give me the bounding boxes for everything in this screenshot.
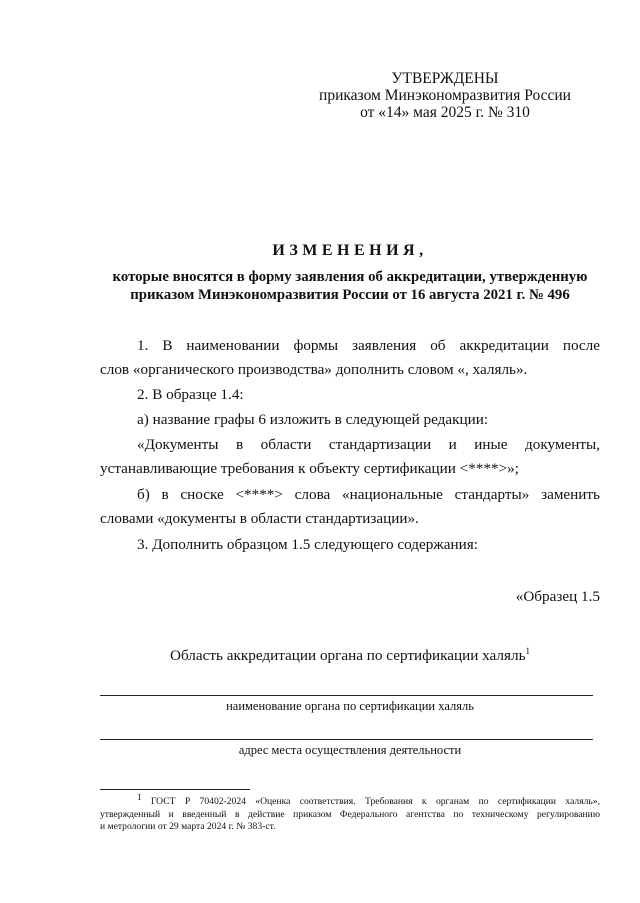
- paragraph-1-line-2: слов «органического производства» дополнить словом «, халяль».: [100, 361, 528, 378]
- paragraph-4: [100, 433, 600, 481]
- paragraph-5-line-2: словами «документы в области стандартизации».: [100, 510, 419, 527]
- footnote-reference: 1: [525, 645, 530, 656]
- approval-title: УТВЕРЖДЕНЫ: [391, 70, 499, 87]
- paragraph-5: [100, 483, 600, 531]
- sample-label: «Образец 1.5: [515, 588, 600, 605]
- paragraph-2: 2. В образце 1.4:: [137, 386, 244, 403]
- footnote-line-1-text: ГОСТ Р 70402-2024 «Оценка соответствия. Требования к органам по сертификации халяль»,: [150, 796, 600, 807]
- field-2-caption: адрес места осуществления деятельности: [238, 743, 462, 757]
- footnote-line-1: [100, 791, 600, 809]
- field-2-line: [100, 739, 593, 740]
- footnote-line-2: утвержденный и введенный в действие приказом Федерального агентства по техническому регулированию: [100, 808, 600, 820]
- form-heading-text: Область аккредитации органа по сертификации халяль: [169, 647, 526, 664]
- paragraph-4-line-1: «Документы в области стандартизации и иные документы,: [137, 436, 600, 453]
- approval-order: приказом Минэкономразвития России: [319, 87, 571, 104]
- footnote-line-3: и метрологии от 29 марта 2024 г. № 383-ст.: [100, 821, 276, 832]
- field-1-caption: наименование органа по сертификации халяль: [226, 699, 474, 713]
- paragraph-4-line-2: устанавливающие требования к объекту сертификации <****>»;: [100, 460, 519, 477]
- document-title: ИЗМЕНЕНИЯ,: [272, 242, 428, 259]
- paragraph-3: а) название графы 6 изложить в следующей редакции:: [137, 411, 489, 428]
- paragraph-5-line-1: б) в сноске <****> слова «национальные стандарты» заменить: [137, 486, 600, 503]
- subtitle-line-1: которые вносятся в форму заявления об аккредитации, утвержденную: [112, 269, 588, 285]
- footnote-mark: 1: [137, 791, 142, 802]
- footnote: [100, 791, 600, 834]
- paragraph-6: 3. Дополнить образцом 1.5 следующего содержания:: [137, 536, 478, 553]
- approval-stamp: [300, 70, 590, 121]
- paragraph-1-line-1: 1. В наименовании формы заявления об аккредитации после: [137, 337, 600, 354]
- approval-date: от «14» мая 2025 г. № 310: [360, 104, 530, 121]
- subtitle-line-2: приказом Минэкономразвития России от 16 августа 2021 г. № 496: [130, 286, 570, 303]
- footnote-separator: [100, 789, 250, 790]
- paragraph-1: [100, 334, 600, 382]
- form-heading: [100, 644, 600, 668]
- document-subtitle: [100, 269, 600, 304]
- field-1-line: [100, 695, 593, 696]
